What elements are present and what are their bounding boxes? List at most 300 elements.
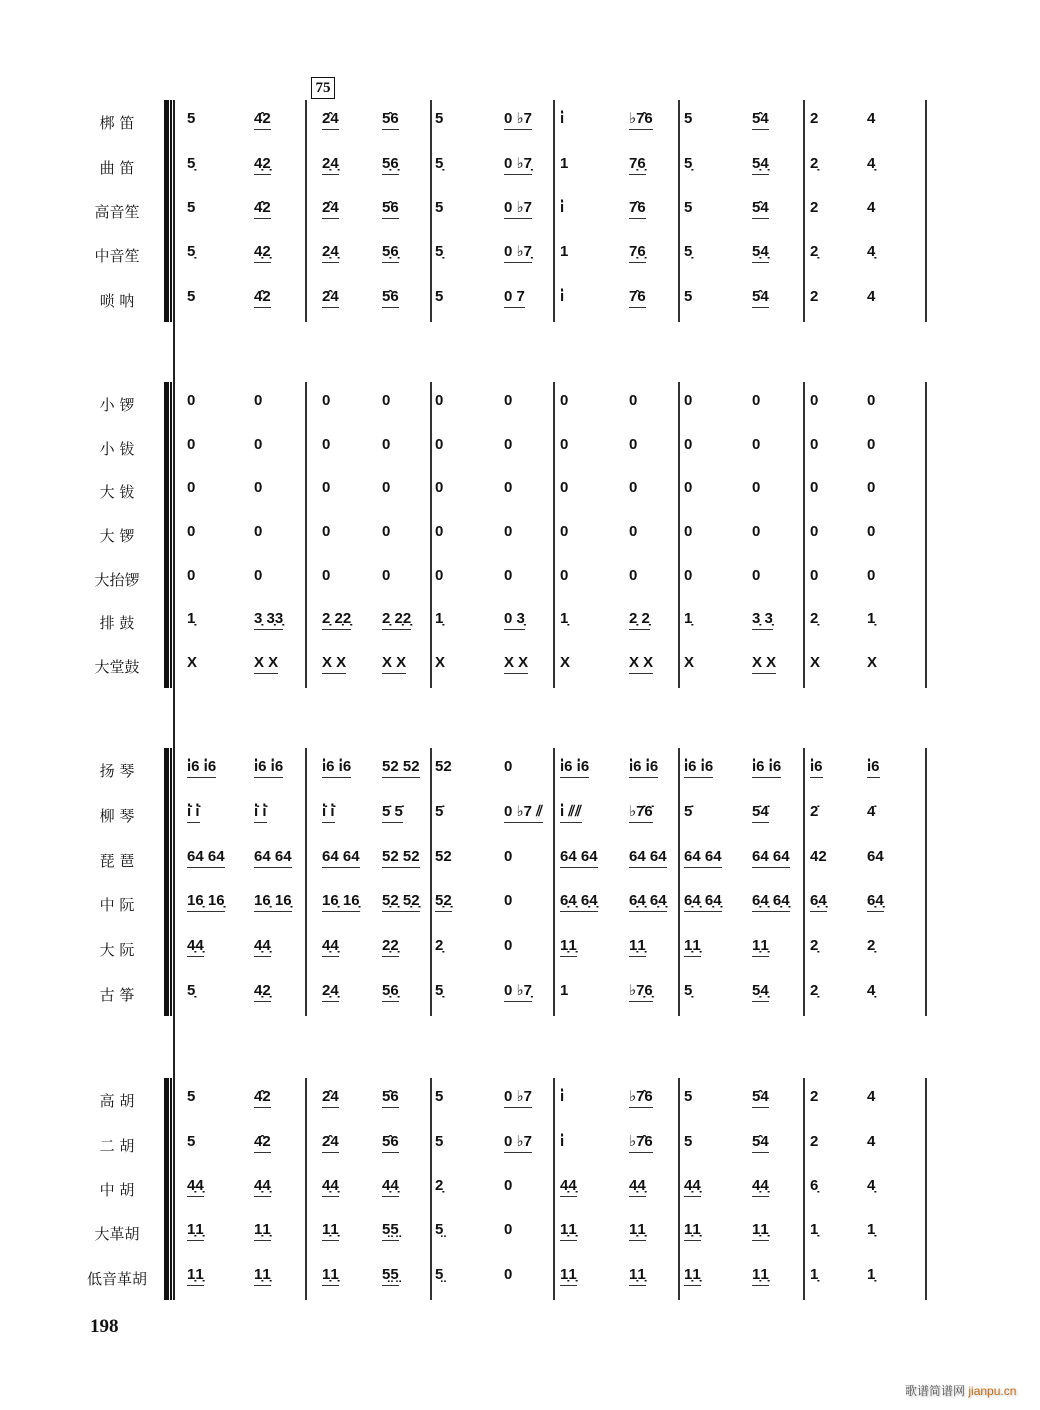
note-cell: ♭7̣6̣: [629, 982, 653, 1002]
instrument-row: [0, 795, 1040, 839]
note-cell: 1̣: [810, 1221, 819, 1239]
note-cell: 1̣: [187, 610, 196, 628]
note-cell: 0: [867, 435, 876, 453]
note-cell: 0 ♭7: [504, 199, 532, 219]
instrument-row: [0, 1080, 1040, 1124]
note-cell: 42: [810, 847, 827, 865]
note-cell: ♭7̂6: [629, 1088, 653, 1108]
instrument-row: [0, 191, 1040, 235]
note-cell: 16̣ 16̣: [254, 892, 292, 912]
note-cell: 4̣4̣: [187, 937, 204, 957]
note-cell: 0: [867, 566, 876, 584]
note-cell: 5̣4̣: [752, 155, 769, 175]
note-cell: 3̣ 3̣: [752, 610, 773, 630]
note-cell: 0: [560, 479, 569, 497]
instrument-label: 小 锣: [99, 395, 135, 414]
note-cell: 1̣1̣: [752, 1266, 769, 1286]
note-cell: 4̣4̣: [322, 937, 339, 957]
note-cell: 0: [435, 566, 444, 584]
rehearsal-mark: 75: [311, 77, 335, 99]
note-cell: 4̣: [867, 243, 876, 261]
note-cell: i̇̇ i̇̇: [254, 803, 267, 823]
note-cell: 2̣4̣: [322, 982, 339, 1002]
note-cell: i̇: [560, 287, 565, 305]
note-cell: 2̂4: [322, 110, 339, 130]
note-cell: 0: [504, 758, 513, 776]
note-cell: 2̣: [810, 610, 819, 628]
note-cell: 0: [629, 435, 638, 453]
note-cell: 5: [684, 1088, 693, 1106]
note-cell: 0: [752, 523, 761, 540]
note-cell: 5̣4̣: [752, 982, 769, 1002]
note-cell: 2̇: [810, 803, 819, 820]
instrument-label: 二 胡: [99, 1136, 135, 1155]
note-cell: 0 7: [504, 288, 525, 308]
note-cell: 64 64: [187, 848, 225, 868]
note-cell: 5: [187, 287, 196, 305]
note-cell: 5̇ 5̇: [382, 803, 403, 823]
instrument-label: 高 胡: [99, 1092, 135, 1111]
note-cell: 2̣: [810, 981, 819, 999]
note-cell: 5̣: [187, 243, 196, 261]
note-cell: 4: [867, 287, 876, 305]
instrument-label: 大革胡: [94, 1225, 140, 1244]
note-cell: X X: [752, 654, 776, 674]
note-cell: 5̂4: [752, 1133, 769, 1153]
note-cell: ♭7̂6: [629, 1133, 653, 1153]
note-cell: X X: [254, 654, 278, 674]
note-cell: X: [810, 654, 821, 672]
note-cell: X X: [629, 654, 653, 674]
note-cell: 2̣: [867, 937, 876, 954]
note-cell: i̇: [560, 199, 565, 216]
note-cell: X X: [322, 654, 346, 674]
note-cell: 0: [629, 566, 638, 584]
note-cell: 0: [382, 391, 391, 409]
note-cell: 5: [435, 1132, 444, 1150]
note-cell: 5: [684, 287, 693, 305]
note-cell: 2̣4̣: [322, 243, 339, 263]
note-cell: X: [187, 654, 198, 672]
note-cell: 0 ♭7: [504, 110, 532, 130]
instrument-label: 小 钹: [99, 439, 135, 458]
note-cell: 5: [684, 110, 693, 128]
instrument-row: [0, 929, 1040, 973]
instrument-label: 古 筝: [99, 985, 135, 1004]
note-cell: 5̣2̣ 5̣2̣: [382, 892, 420, 912]
note-cell: 0: [684, 523, 693, 540]
note-cell: 0: [504, 1221, 513, 1239]
note-cell: 0: [684, 391, 693, 409]
note-cell: 1̣1̣: [254, 1221, 271, 1241]
note-cell: 1̣1̣: [684, 1266, 701, 1286]
instrument-label: 琵 琶: [99, 851, 135, 870]
note-cell: 2̣: [810, 154, 819, 172]
instrument-row: [0, 974, 1040, 1018]
note-cell: i̇ ⫽⫽: [560, 803, 582, 823]
instrument-row: [0, 428, 1040, 472]
note-cell: i̇: [560, 1132, 565, 1150]
page-number: 198: [90, 1316, 119, 1337]
note-cell: 6̣4̣ 6̣4̣: [684, 892, 722, 912]
note-cell: 0: [752, 391, 761, 409]
note-cell: 5̣: [435, 154, 444, 172]
note-cell: 2̂4: [322, 1133, 339, 1153]
note-cell: 5̂6: [382, 1133, 399, 1153]
note-cell: 0: [254, 566, 263, 584]
instrument-row: [0, 750, 1040, 794]
instrument-label: 大 锣: [99, 527, 135, 545]
note-cell: X: [560, 654, 571, 672]
note-cell: 4: [867, 110, 876, 128]
note-cell: 0: [504, 892, 513, 910]
note-cell: 5̤5̤: [382, 1266, 399, 1286]
note-cell: 4̣: [867, 1177, 876, 1194]
note-cell: 6̣4̣ 6̣4̣: [629, 892, 667, 912]
note-cell: 0: [382, 435, 391, 453]
note-cell: 64: [867, 847, 884, 865]
note-cell: 0: [504, 1265, 513, 1283]
note-cell: 5̣6̣: [382, 155, 399, 175]
note-cell: 64 64: [752, 848, 790, 868]
instrument-label: 唢 呐: [99, 291, 135, 310]
note-cell: 2: [810, 199, 819, 216]
note-cell: 4̣4̣: [187, 1177, 204, 1197]
note-cell: 5̇4̇: [752, 803, 769, 823]
note-cell: 5̣: [684, 243, 693, 261]
watermark-cn: 歌谱简谱网: [905, 1384, 966, 1398]
note-cell: 0: [504, 523, 513, 540]
note-cell: i̇6: [810, 758, 823, 778]
note-cell: ♭7̂6: [629, 110, 653, 130]
note-cell: 5: [684, 199, 693, 216]
note-cell: 0: [254, 479, 263, 497]
note-cell: 2: [810, 1132, 819, 1150]
instrument-row: [0, 235, 1040, 279]
note-cell: 1̣1̣: [752, 937, 769, 957]
group-winds: [0, 100, 1040, 322]
note-cell: 0 ♭7: [504, 1133, 532, 1153]
note-cell: 5̂6: [382, 288, 399, 308]
note-cell: X X: [504, 654, 528, 674]
note-cell: 0: [810, 435, 819, 453]
note-cell: 1̣1̣: [560, 1221, 577, 1241]
note-cell: 1̣: [560, 610, 569, 628]
note-cell: 52: [435, 847, 452, 865]
note-cell: 0: [322, 566, 331, 584]
note-cell: 0: [560, 566, 569, 584]
note-cell: 5̂6: [382, 110, 399, 130]
group-percussion: [0, 382, 1040, 688]
note-cell: 2̣ 2̣: [629, 610, 650, 630]
instrument-label: 中 阮: [99, 896, 135, 915]
note-cell: i̇6 i̇6: [684, 758, 713, 778]
note-cell: 64 64: [684, 848, 722, 868]
note-cell: 7̂6: [629, 288, 646, 308]
note-cell: 0: [504, 479, 513, 497]
note-cell: 2̣ 2̣2̣: [322, 610, 351, 630]
note-cell: 1̣1̣: [254, 1266, 271, 1286]
instrument-row: [0, 646, 1040, 690]
instrument-row: [0, 515, 1040, 559]
note-cell: 1̣1̣: [560, 937, 577, 957]
note-cell: 0: [187, 391, 196, 409]
instrument-row: [0, 1169, 1040, 1213]
instrument-label: 高音笙: [94, 203, 140, 221]
note-cell: 4̣4̣: [560, 1177, 577, 1197]
note-cell: 6̣: [810, 1177, 819, 1194]
note-cell: 4: [867, 199, 876, 216]
note-cell: 4̣4̣: [752, 1177, 769, 1197]
instrument-label: 大抬锣: [94, 570, 140, 589]
note-cell: 1̣: [810, 1265, 819, 1283]
group-plucked-strings: [0, 748, 1040, 1016]
note-cell: 5̣: [435, 243, 444, 261]
watermark-en: jianpu.cn: [968, 1384, 1017, 1398]
note-cell: 6̣4̣ 6̣4̣: [560, 892, 598, 912]
note-cell: 5: [435, 287, 444, 305]
note-cell: 5̣6̣: [382, 982, 399, 1002]
note-cell: 4̣: [867, 981, 876, 999]
note-cell: 6̣4̣: [867, 892, 884, 912]
note-cell: 4̂2: [254, 1133, 271, 1153]
note-cell: 0: [322, 435, 331, 453]
instrument-row: [0, 884, 1040, 928]
note-cell: 4̂2: [254, 1088, 271, 1108]
note-cell: i̇6 i̇6: [752, 758, 781, 778]
note-cell: 5̣: [435, 981, 444, 999]
instrument-row: [0, 147, 1040, 191]
note-cell: 0 ♭7̣: [504, 155, 532, 175]
note-cell: 5: [435, 1088, 444, 1106]
note-cell: 5: [187, 110, 196, 128]
instrument-label: 柳 琴: [99, 807, 135, 825]
note-cell: 64 64: [254, 848, 292, 868]
note-cell: 1̣1̣: [684, 937, 701, 957]
note-cell: 4̇: [867, 803, 876, 820]
note-cell: 4̂2: [254, 288, 271, 308]
note-cell: 2: [810, 1088, 819, 1106]
note-cell: i̇6 i̇6: [560, 758, 589, 778]
note-cell: 4̣4̣: [382, 1177, 399, 1197]
note-cell: 2̣: [435, 1177, 444, 1194]
note-cell: 1̣1̣: [187, 1266, 204, 1286]
note-cell: 5̣: [684, 981, 693, 999]
note-cell: 7̂6: [629, 199, 646, 219]
note-cell: 52 52: [382, 848, 420, 868]
note-cell: 5̂4: [752, 199, 769, 219]
note-cell: 4: [867, 1088, 876, 1106]
note-cell: 0: [187, 479, 196, 497]
note-cell: 2̣: [810, 243, 819, 261]
note-cell: 2̣2̣: [382, 937, 399, 957]
note-cell: 0: [684, 566, 693, 584]
watermark: [905, 1382, 1016, 1399]
instrument-label: 排 鼓: [99, 614, 135, 633]
note-cell: 0: [752, 435, 761, 453]
note-cell: 0: [504, 847, 513, 865]
note-cell: 1̣1̣: [322, 1266, 339, 1286]
note-cell: 5: [187, 1088, 196, 1106]
note-cell: 0: [752, 479, 761, 497]
note-cell: 7̣6̣: [629, 155, 646, 175]
note-cell: 0: [435, 479, 444, 497]
instrument-row: [0, 471, 1040, 515]
note-cell: 5̂4: [752, 288, 769, 308]
note-cell: 0: [629, 479, 638, 497]
note-cell: 4̂2: [254, 199, 271, 219]
note-cell: 0: [810, 391, 819, 409]
note-cell: 64 64: [629, 848, 667, 868]
note-cell: 0: [382, 479, 391, 497]
note-cell: 0: [254, 523, 263, 540]
note-cell: i̇6 i̇6: [629, 758, 658, 778]
note-cell: 1: [560, 981, 569, 999]
note-cell: 2: [810, 287, 819, 305]
instrument-label: 大堂鼓: [94, 658, 140, 677]
note-cell: 0: [187, 435, 196, 453]
instrument-row: [0, 102, 1040, 146]
note-cell: 4̂2: [254, 110, 271, 130]
note-cell: 5̇: [684, 803, 693, 820]
note-cell: 7̣6̣: [629, 243, 646, 263]
note-cell: 5̤: [435, 1265, 444, 1283]
note-cell: 0: [560, 391, 569, 409]
instrument-label: 中 胡: [99, 1181, 135, 1199]
instrument-row: [0, 840, 1040, 884]
note-cell: 0: [504, 435, 513, 453]
note-cell: 0: [810, 479, 819, 497]
note-cell: 0 3̣: [504, 610, 525, 630]
note-cell: 2̣: [435, 937, 444, 954]
note-cell: 2̂4: [322, 1088, 339, 1108]
note-cell: X: [684, 654, 695, 672]
note-cell: 1: [560, 154, 569, 172]
note-cell: 64 64: [322, 848, 360, 868]
note-cell: 1: [560, 243, 569, 261]
note-cell: 3̣ 3̣3̣: [254, 610, 283, 630]
note-cell: 1̣1̣: [187, 1221, 204, 1241]
note-cell: 16̣ 16̣: [322, 892, 360, 912]
note-cell: 0: [504, 937, 513, 954]
note-cell: 4̣4̣: [254, 1177, 271, 1197]
note-cell: 1̣: [435, 610, 444, 628]
instrument-label: 低音革胡: [86, 1269, 147, 1288]
note-cell: 0: [629, 391, 638, 409]
note-cell: 0: [382, 566, 391, 584]
note-cell: 0: [322, 523, 331, 540]
note-cell: i̇6: [867, 758, 880, 778]
note-cell: ♭7̇6̇: [629, 803, 653, 823]
note-cell: 0: [560, 435, 569, 453]
note-cell: X: [867, 654, 878, 672]
note-cell: 5̂4: [752, 1088, 769, 1108]
note-cell: 0: [322, 479, 331, 497]
note-cell: i̇6 i̇6: [322, 758, 351, 778]
note-cell: 5̤5̤: [382, 1221, 399, 1241]
note-cell: i̇: [560, 1088, 565, 1106]
note-cell: 5̂6: [382, 1088, 399, 1108]
instrument-label: 梆 笛: [99, 114, 135, 133]
note-cell: 5: [187, 199, 196, 216]
note-cell: 5: [435, 110, 444, 128]
note-cell: 4: [867, 1132, 876, 1150]
note-cell: 1̣: [867, 1221, 876, 1239]
note-cell: 5̣: [684, 154, 693, 172]
instrument-row: [0, 602, 1040, 646]
note-cell: 1̣: [867, 1265, 876, 1283]
note-cell: 5: [684, 1132, 693, 1150]
note-cell: 5̤: [435, 1221, 444, 1239]
note-cell: 0: [684, 479, 693, 497]
instrument-label: 大 阮: [99, 941, 135, 959]
note-cell: 16̣ 16̣: [187, 892, 225, 912]
note-cell: 1̣: [867, 610, 876, 628]
note-cell: 1̣1̣: [629, 937, 646, 957]
note-cell: 0: [560, 523, 569, 540]
note-cell: 2̣: [810, 937, 819, 954]
note-cell: 0: [322, 391, 331, 409]
note-cell: 4̣4̣: [629, 1177, 646, 1197]
note-cell: 5̣: [187, 154, 196, 172]
note-cell: 5: [187, 1132, 196, 1150]
note-cell: 0: [504, 566, 513, 584]
note-cell: 52: [435, 758, 452, 776]
note-cell: 5: [435, 199, 444, 216]
note-cell: 0: [752, 566, 761, 584]
note-cell: 0 ♭7 ⫽: [504, 803, 543, 823]
note-cell: 0 ♭7̣: [504, 982, 532, 1002]
note-cell: 0: [504, 1177, 513, 1194]
instrument-row: [0, 280, 1040, 324]
note-cell: i̇̇ i̇̇: [322, 803, 335, 823]
note-cell: 0: [810, 523, 819, 540]
note-cell: i̇: [560, 110, 565, 128]
note-cell: 2̂4: [322, 199, 339, 219]
note-cell: 0: [810, 566, 819, 584]
note-cell: 5̣4̣: [752, 243, 769, 263]
note-cell: 1̣1̣: [322, 1221, 339, 1241]
note-cell: 0: [867, 391, 876, 409]
note-cell: 52 52: [382, 758, 420, 778]
note-cell: 5̣6̣: [382, 243, 399, 263]
note-cell: 5̣2̣: [435, 892, 452, 912]
note-cell: 0: [629, 523, 638, 540]
instrument-label: 曲 笛: [99, 158, 135, 177]
instrument-label: 扬 琴: [99, 762, 135, 781]
note-cell: 0 ♭7̣: [504, 243, 532, 263]
note-cell: 4̣4̣: [254, 937, 271, 957]
note-cell: 5̂4: [752, 110, 769, 130]
note-cell: 0: [435, 523, 444, 540]
note-cell: 5̂6: [382, 199, 399, 219]
note-cell: 64 64: [560, 848, 598, 868]
instrument-row: [0, 384, 1040, 428]
note-cell: 4̣4̣: [322, 1177, 339, 1197]
note-cell: 0: [382, 523, 391, 540]
note-cell: 0 ♭7: [504, 1088, 532, 1108]
note-cell: 2̣ 2̣2̣: [382, 610, 411, 630]
note-cell: 0: [684, 435, 693, 453]
note-cell: 2̂4: [322, 288, 339, 308]
note-cell: 1̣1̣: [752, 1221, 769, 1241]
note-cell: 4̣4̣: [684, 1177, 701, 1197]
note-cell: 0: [187, 566, 196, 584]
instrument-label: 大 钹: [99, 483, 135, 502]
note-cell: 1̣1̣: [684, 1221, 701, 1241]
instrument-row: [0, 1213, 1040, 1257]
note-cell: X: [435, 654, 446, 672]
